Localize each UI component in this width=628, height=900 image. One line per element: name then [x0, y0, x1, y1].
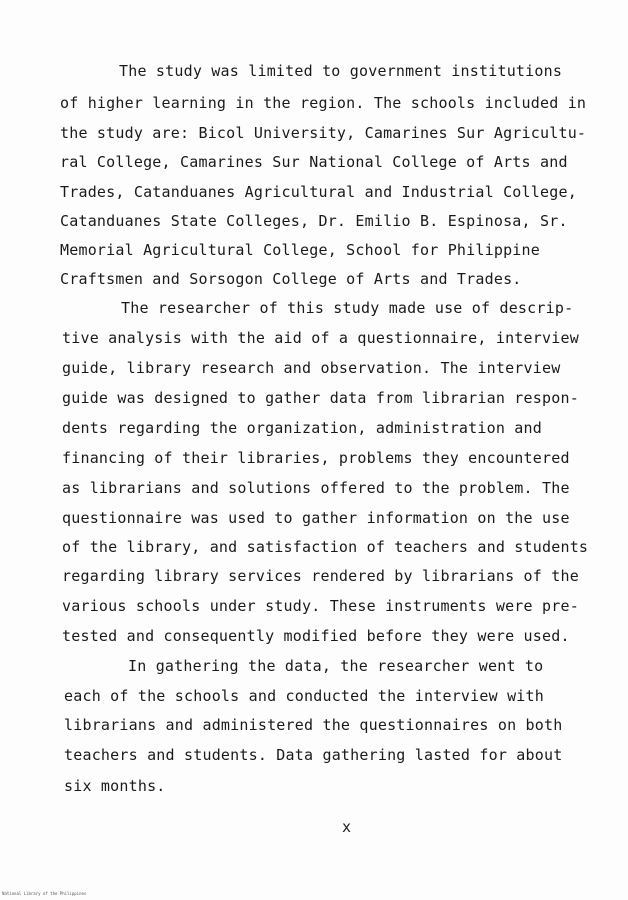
page-number: x [342, 818, 352, 836]
text-line: as librarians and solutions offered to the problem. The [62, 479, 570, 497]
text-line: In gathering the data, the researcher went to [128, 657, 544, 675]
text-line: financing of their libraries, problems they encountered [62, 449, 570, 467]
text-line: Craftsmen and Sorsogon College of Arts and Trades. [60, 270, 522, 288]
text-line: of the library, and satisfaction of teachers and students [62, 538, 589, 556]
text-line: regarding library services rendered by librarians of the [62, 567, 579, 585]
text-line: The study was limited to government institutions [119, 62, 563, 80]
text-line: ral College, Camarines Sur National College of Arts and [60, 153, 568, 171]
text-line: various schools under study. These instruments were pre- [62, 597, 579, 615]
text-line: the study are: Bicol University, Camarines Sur Agricultu- [60, 124, 587, 142]
text-line: librarians and administered the questionnaires on both [64, 716, 563, 734]
footer-text: National Library of the Philippines [2, 891, 87, 896]
text-line: each of the schools and conducted the interview with [64, 687, 544, 705]
text-line: questionnaire was used to gather information on the use [62, 509, 570, 527]
text-line: The researcher of this study made use of descrip- [121, 299, 574, 317]
text-line: six months. [64, 777, 166, 795]
text-line: teachers and students. Data gathering lasted for about [64, 746, 563, 764]
text-line: guide, library research and observation. The interview [62, 359, 561, 377]
text-line: dents regarding the organization, administration and [62, 419, 542, 437]
text-line: guide was designed to gather data from librarian respon- [62, 389, 579, 407]
text-line: Catanduanes State Colleges, Dr. Emilio B. Espinosa, Sr. [60, 212, 568, 230]
text-line: tested and consequently modified before they were used. [62, 627, 570, 645]
text-line: Trades, Catanduanes Agricultural and Industrial College, [60, 183, 577, 201]
text-line: of higher learning in the region. The schools included in [60, 94, 587, 112]
text-line: Memorial Agricultural College, School for Philippine [60, 241, 540, 259]
text-line: tive analysis with the aid of a questionnaire, interview [62, 329, 579, 347]
